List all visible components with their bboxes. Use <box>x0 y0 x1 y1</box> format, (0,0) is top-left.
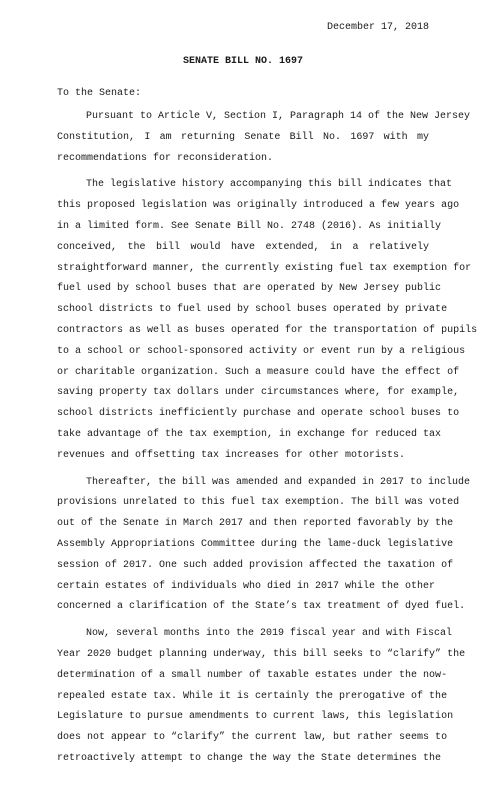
text-line: Now, several months into the 2019 fiscal year and with Fiscal <box>86 628 453 640</box>
text-line: provisions unrelated to this fuel tax exemption. The bill was voted <box>57 497 460 509</box>
document-title: SENATE BILL NO. 1697 <box>182 56 304 67</box>
text-line: Legislature to pursue amendments to current laws, this legislation <box>57 711 454 723</box>
text-line: out of the Senate in March 2017 and then reported favorably by the <box>57 518 454 530</box>
text-line: certain estates of individuals who died in 2017 while the other <box>57 580 436 592</box>
text-line: school districts inefficiently purchase and operate school buses to <box>57 408 460 420</box>
salutation: To the Senate: <box>57 88 142 99</box>
paragraph-1 <box>57 107 471 169</box>
text-line: in a limited form. See Senate Bill No. 2748 (2016). As initially <box>57 220 442 232</box>
text-line: Pursuant to Article V, Section I, Paragraph 14 of the New Jersey <box>86 111 471 122</box>
text-line: session of 2017. One such added provision affected the taxation of <box>57 559 454 571</box>
text-line: school districts to fuel used by school buses operated by private <box>57 304 448 316</box>
text-line: take advantage of the tax exemption, in exchange for reduced tax <box>57 428 442 440</box>
document-date: December 17, 2018 <box>326 22 429 33</box>
text-line: repealed estate tax. While it is certainly the prerogative of the <box>57 690 448 702</box>
paragraph-2 <box>57 175 478 466</box>
text-line: retroactively attempt to change the way the State determines the <box>57 752 442 764</box>
text-line: Constitution, I am returning Senate Bill No. 1697 with my <box>57 131 429 143</box>
text-line: saving property tax dollars under circumstances where, for example, <box>57 387 460 399</box>
text-line: fuel used by school buses that are operated by New Jersey public <box>57 283 442 295</box>
text-line: or charitable organization. Such a measure could have the effect of <box>57 366 460 378</box>
text-line: contractors as well as buses operated for the transportation of pupils <box>57 324 478 336</box>
document-body <box>57 107 478 776</box>
text-line: conceived, the bill would have extended, in a relatively <box>57 241 429 253</box>
text-line: revenues and offsetting tax increases for other motorists. <box>57 449 406 461</box>
text-line: Thereafter, the bill was amended and expanded in 2017 to include <box>86 476 471 488</box>
text-line: to a school or school-sponsored activity or event run by a religious <box>57 345 466 357</box>
text-line: concerned a clarification of the State’s tax treatment of dyed fuel. <box>57 601 466 613</box>
text-line: straightforward manner, the currently existing fuel tax exemption for <box>57 262 472 274</box>
text-line: Year 2020 budget planning underway, this bill seeks to “clarify” the <box>57 648 466 660</box>
text-line: this proposed legislation was originally introduced a few years ago <box>57 200 460 212</box>
text-line: determination of a small number of taxable estates under the now- <box>57 669 448 681</box>
text-line: The legislative history accompanying this bill indicates that <box>86 179 453 191</box>
paragraph-4 <box>57 624 466 770</box>
paragraph-3 <box>57 473 471 619</box>
text-line: Assembly Appropriations Committee during the lame-duck legislative <box>57 538 454 550</box>
text-line: does not appear to “clarify” the current law, but rather seems to <box>57 732 448 744</box>
text-line: recommendations for reconsideration. <box>57 152 274 164</box>
